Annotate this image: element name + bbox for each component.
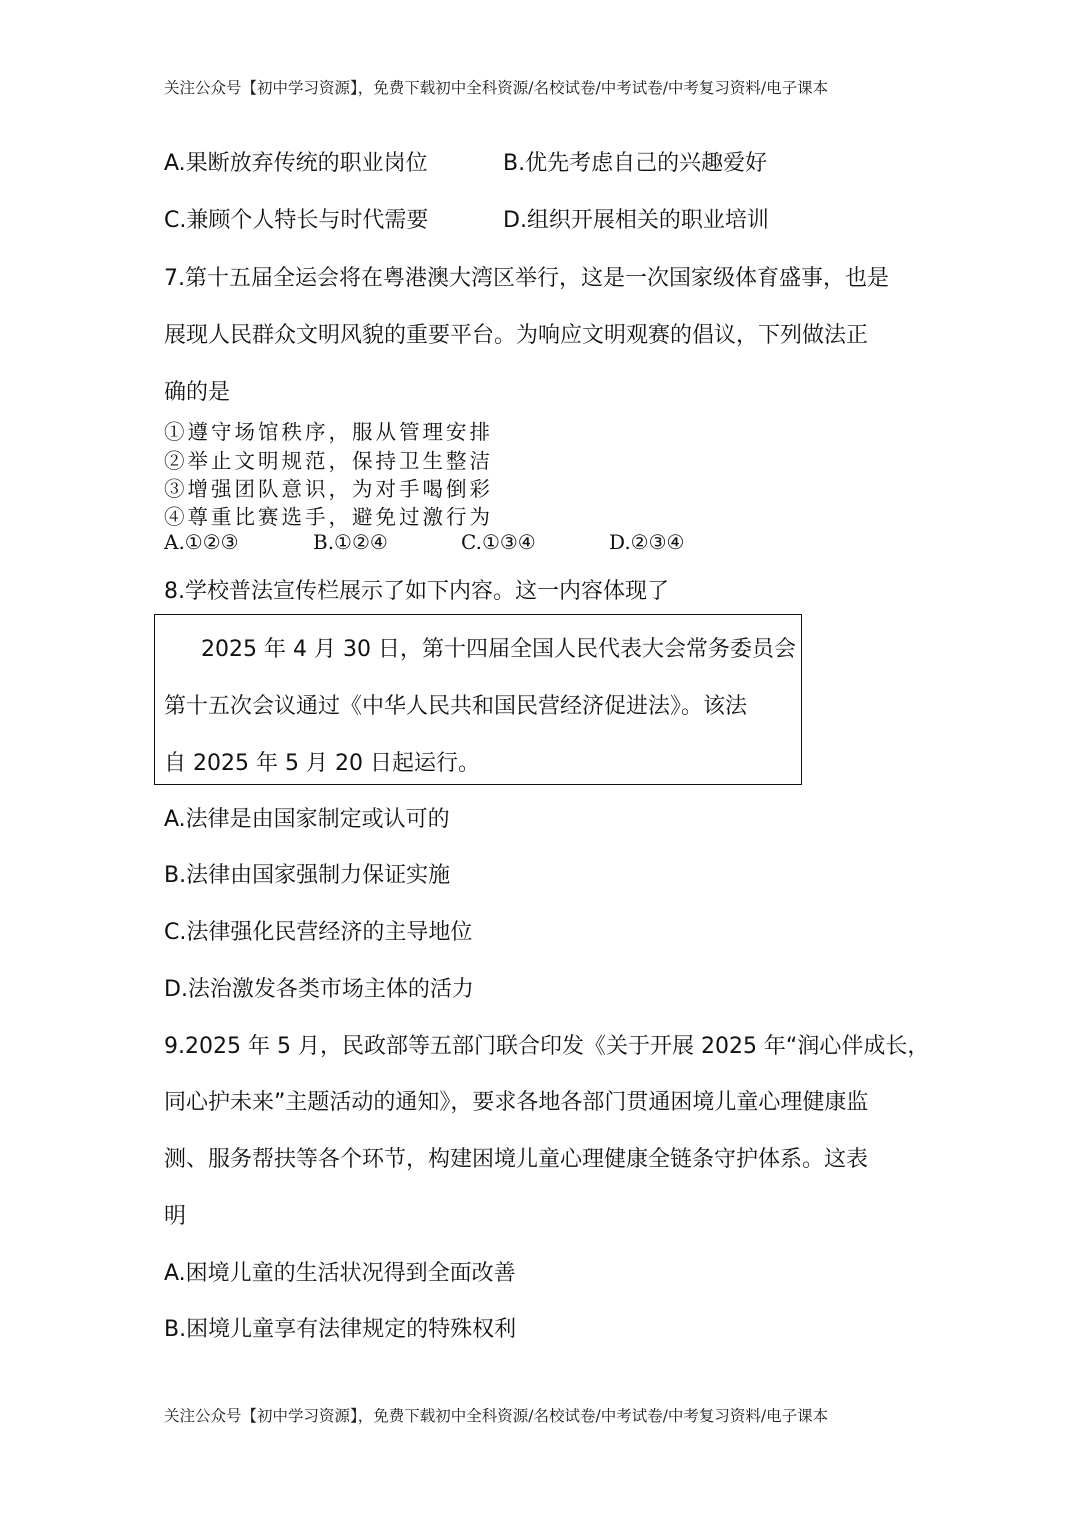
- q9-option-b: B.困境儿童享有法律规定的特殊权利: [164, 1317, 517, 1342]
- q8-option-a: A.法律是由国家制定或认可的: [164, 807, 450, 832]
- q7-option-c: C.①③④: [461, 530, 536, 554]
- q8-option-d: D.法治激发各类市场主体的活力: [164, 977, 474, 1002]
- q9-stem-line-4: 明: [164, 1204, 187, 1229]
- q7-option-d: D.②③④: [609, 530, 685, 554]
- q6-option-a: A.果断放弃传统的职业岗位: [164, 151, 428, 176]
- q7-option-b: B.①②④: [313, 530, 388, 554]
- q9-stem-line-2: 同心护未来”主题活动的通知》，要求各地各部门贯通困境儿童心理健康监: [164, 1090, 869, 1115]
- q7-stem-line-3: 确的是: [164, 380, 231, 405]
- q6-option-b: B.优先考虑自己的兴趣爱好: [503, 151, 768, 176]
- q6-option-d: D.组织开展相关的职业培训: [503, 208, 769, 233]
- q8-material-line-2: 第十五次会议通过《中华人民共和国民营经济促进法》。该法: [164, 694, 748, 719]
- q7-item-3: ③增强团队意识，为对手喝倒彩: [164, 477, 493, 501]
- q9-stem-line-1: 9.2025 年 5 月，民政部等五部门联合印发《关于开展 2025 年“润心伴成长，: [164, 1034, 930, 1059]
- q8-material-line-1: 2025 年 4 月 30 日，第十四届全国人民代表大会常务委员会: [201, 637, 796, 662]
- q7-item-4: ④尊重比赛选手，避免过激行为: [164, 505, 493, 529]
- q8-option-b: B.法律由国家强制力保证实施: [164, 863, 451, 888]
- q8-option-c: C.法律强化民营经济的主导地位: [164, 920, 473, 945]
- q6-option-c: C.兼顾个人特长与时代需要: [164, 208, 429, 233]
- page-header: 关注公众号【初中学习资源】，免费下载初中全科资源/名校试卷/中考试卷/中考复习资料/电子课本: [164, 79, 829, 97]
- q8-material-box: [154, 614, 802, 785]
- q8-stem: 8.学校普法宣传栏展示了如下内容。这一内容体现了: [164, 579, 669, 604]
- q9-stem-line-3: 测、服务帮扶等各个环节，构建困境儿童心理健康全链条守护体系。这表: [164, 1147, 869, 1172]
- q7-stem-line-2: 展现人民群众文明风貌的重要平台。为响应文明观赛的倡议，下列做法正: [164, 323, 869, 348]
- q7-item-1: ①遵守场馆秩序，服从管理安排: [164, 420, 493, 444]
- q7-stem-line-1: 7.第十五届全运会将在粤港澳大湾区举行，这是一次国家级体育盛事，也是: [164, 266, 889, 291]
- q8-material-line-3: 自 2025 年 5 月 20 日起运行。: [164, 751, 480, 776]
- q7-item-2: ②举止文明规范，保持卫生整洁: [164, 449, 493, 473]
- page-footer: 关注公众号【初中学习资源】，免费下载初中全科资源/名校试卷/中考试卷/中考复习资料/电子课本: [164, 1407, 829, 1425]
- q7-option-a: A.①②③: [164, 530, 239, 554]
- q9-option-a: A.困境儿童的生活状况得到全面改善: [164, 1261, 516, 1286]
